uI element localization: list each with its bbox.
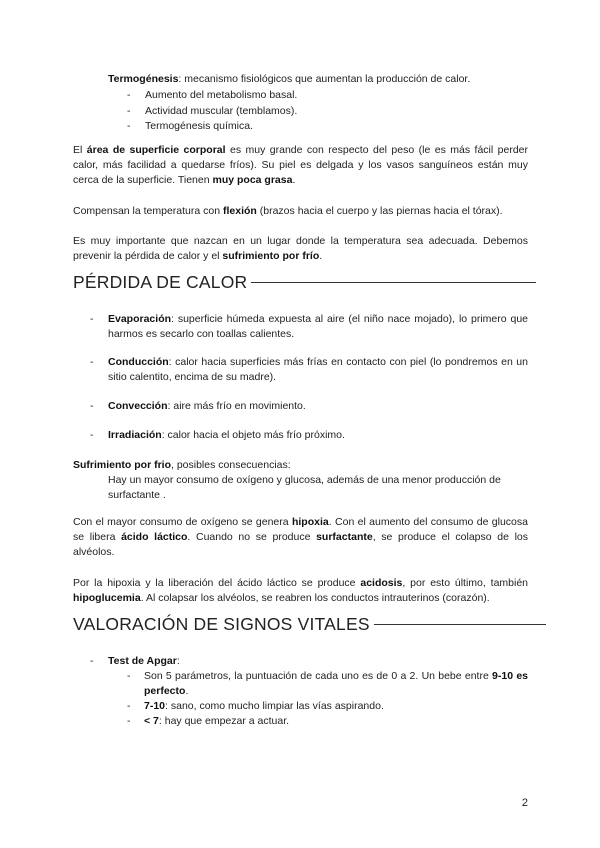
heading-rule (251, 282, 536, 284)
termogenesis-title: Termogénesis (108, 73, 179, 85)
termogenesis-list (127, 88, 427, 135)
flexion-paragraph: Compensan la temperatura con flexión (brazos hacia el cuerpo y las piernas hacia el tórax). (73, 205, 503, 217)
list-item: - Convección: aire más frío en movimiento. (90, 400, 306, 412)
heading-rule (374, 624, 546, 626)
list-item: - Evaporación: superficie húmeda expuesta al aire (el niño nace mojado), lo primero que harmos es secarlo con toallas calientes. (90, 313, 528, 340)
list-item: - 7-10: sano, como mucho limpiar las vías aspirando. (127, 700, 384, 712)
termogenesis-block (108, 72, 528, 87)
sufrimiento-line: Sufrimiento por frio, posibles consecuencias: (73, 459, 291, 471)
list-item: - Irradiación: calor hacia el objeto más frío próximo. (90, 429, 345, 441)
heading-valoracion-signos-vitales: VALORACIÓN DE SIGNOS VITALES (73, 617, 546, 632)
list-item: - Actividad muscular (temblamos). (127, 104, 298, 117)
list-item: - Son 5 parámetros, la puntuación de cada uno es de 0 a 2. Un bebe entre 9-10 es perfecto. (127, 670, 528, 697)
prevenir-paragraph: Es muy importante que nazcan en un lugar donde la temperatura sea adecuada. Debemos prevenir la pérdida de calor y el sufrimiento por frío. (73, 235, 528, 262)
termogenesis-line (108, 72, 528, 87)
termogenesis-desc: : mecanismo fisiológicos que aumentan la producción de calor. (178, 73, 471, 85)
list-item: - Conducción: calor hacia superficies más frías en contacto con piel (lo pondremos en un sitio calentito, encima de su madre). (90, 356, 528, 383)
hipoxia-paragraph: Con el mayor consumo de oxígeno se genera hipoxia. Con el aumento del consumo de glucosa se libera ácido láctico. Cuando no se produce surfactante, se produce el colapso de los alvéolos. (73, 516, 529, 558)
page-number: 2 (521, 797, 528, 809)
list-item: - Termogénesis química. (127, 120, 253, 132)
acidosis-paragraph: Por la hipoxia y la liberación del ácido láctico se produce acidosis, por esto último, también hipoglucemia. Al colapsar los alvéolos, se reabren los conductos intrauterinos (corazón). (73, 577, 529, 604)
area-paragraph: El área de superficie corporal es muy grande con respecto del peso (le es más fácil perder calor, más facilidad a quedarse fríos). Su piel es delgada y los vasos sanguíneos están muy cerca de la superficie. Tienen muy poca grasa. (73, 144, 528, 186)
list-item-apgar: - Test de Apgar: (90, 655, 180, 667)
list-item: - Aumento del metabolismo basal. (127, 89, 298, 101)
heading-perdida-de-calor: PÉRDIDA DE CALOR (73, 275, 536, 290)
sufrimiento-detail: Hay un mayor consumo de oxígeno y glucosa, además de una menor producción de surfactante . (108, 474, 501, 501)
list-item: - < 7: hay que empezar a actuar. (127, 715, 290, 727)
